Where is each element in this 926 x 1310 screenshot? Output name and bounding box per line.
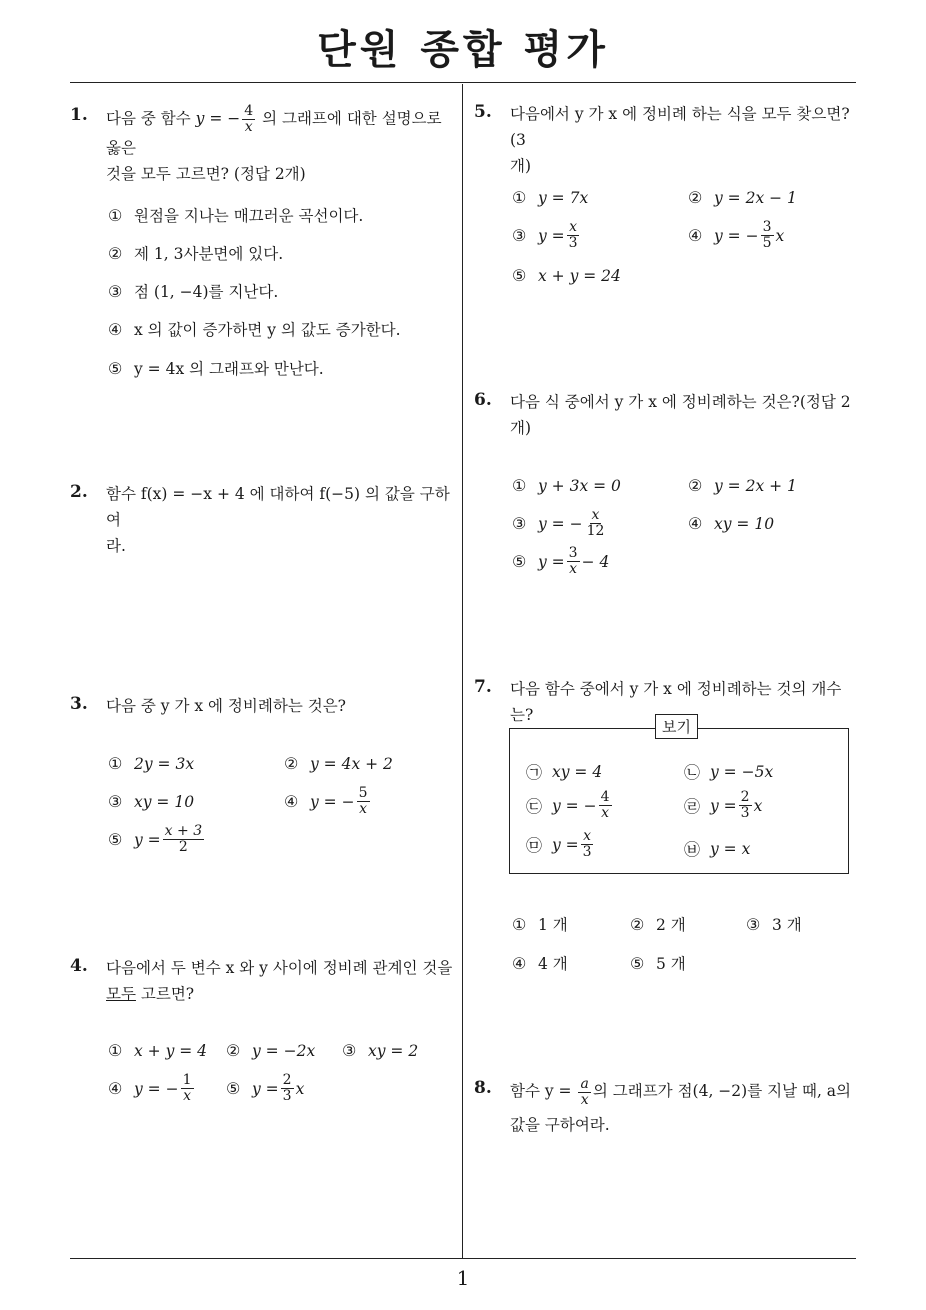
- question-text: 다음 함수 중에서 y 가 x 에 정비례하는 것의 개수는?: [510, 680, 842, 724]
- option-5[interactable]: ⑤ y = $\frac{2}{3}$ x: [226, 1072, 305, 1104]
- option-5[interactable]: ⑤ y = $\frac{x + 3}{2}$: [108, 823, 203, 855]
- bogi-item-5: ㉤ y = $\frac{x}{3}$: [526, 828, 592, 860]
- question-number: 2.: [70, 482, 88, 502]
- question-number: 3.: [70, 694, 88, 714]
- option-3[interactable]: ③ y = $\frac{x}{3}$: [512, 219, 578, 251]
- question-text: 다음 식 중에서 y 가 x 에 정비례하는 것은?(정답 2 개): [510, 393, 851, 437]
- option-3[interactable]: ③ 점 (1, −4)를 지난다.: [108, 281, 279, 301]
- question-number: 1.: [70, 105, 88, 125]
- question-number: 6.: [474, 390, 492, 410]
- option-1[interactable]: ① 원점을 지나는 매끄러운 곡선이다.: [108, 205, 364, 225]
- option-4[interactable]: ④ xy = 10: [688, 514, 775, 533]
- bogi-item-4: ㉣ y = $\frac{2}{3}$ x: [684, 789, 763, 821]
- option-2[interactable]: ② y = 2x − 1: [688, 188, 797, 207]
- option-2[interactable]: ② y = 4x + 2: [284, 754, 393, 773]
- bogi-item-1: ㉠ xy = 4: [526, 762, 603, 782]
- option-5[interactable]: ⑤ x + y = 24: [512, 266, 621, 285]
- option-3[interactable]: ③ xy = 10: [108, 792, 195, 811]
- option-3[interactable]: ③ 3 개: [746, 914, 802, 934]
- option-5[interactable]: ⑤ y = 4x 의 그래프와 만난다.: [108, 358, 324, 378]
- header-rule: [70, 82, 856, 83]
- question-text: 함수 f(x) = −x + 4 에 대하여 f(−5) 의 값을 구하여 라.: [106, 485, 450, 555]
- column-divider: [462, 84, 463, 1258]
- question-text: 다음 중 y 가 x 에 정비례하는 것은?: [106, 697, 346, 715]
- option-1[interactable]: ① x + y = 4: [108, 1041, 208, 1060]
- bogi-item-6: ㉥ y = x: [684, 839, 751, 859]
- question-text: 다음에서 두 변수 x 와 y 사이에 정비례 관계인 것을 모두 고르면?: [106, 959, 453, 1003]
- option-2[interactable]: ② y = 2x + 1: [688, 476, 797, 495]
- option-2[interactable]: ② 제 1, 3사분면에 있다.: [108, 243, 284, 263]
- option-2[interactable]: ② y = −2x: [226, 1041, 316, 1060]
- question-text: 함수 y = $\frac{a}{x}$ 의 그래프가 점(4, −2)를 지날 때, a의 값을 구하여라.: [510, 1075, 852, 1134]
- question-text: 다음에서 y 가 x 에 정비례 하는 식을 모두 찾으면?(3 개): [510, 105, 850, 175]
- page-number: 1: [456, 1266, 470, 1290]
- option-4[interactable]: ④ y = − $\frac{1}{x}$: [108, 1072, 192, 1104]
- question-text: 다음 중 함수 y = − $\frac{4}{x}$ 의 그래프에 대한 설명으로 옳은 것을 모두 고르면? (정답 2개): [106, 103, 442, 183]
- option-4[interactable]: ④ y = − $\frac{5}{x}$: [284, 785, 368, 817]
- option-1[interactable]: ① y = 7x: [512, 188, 589, 207]
- option-5[interactable]: ⑤ 5 개: [630, 953, 686, 973]
- option-4[interactable]: ④ x 의 값이 증가하면 y 의 값도 증가한다.: [108, 319, 401, 339]
- option-3[interactable]: ③ xy = 2: [342, 1041, 419, 1060]
- question-number: 5.: [474, 102, 492, 122]
- fraction: $\frac{4}{x}$: [244, 103, 254, 135]
- bogi-item-2: ㉡ y = −5x: [684, 762, 774, 782]
- option-5[interactable]: ⑤ y = $\frac{3}{x}$ − 4: [512, 545, 610, 577]
- option-1[interactable]: ① 2y = 3x: [108, 754, 195, 773]
- footer-rule: [70, 1258, 856, 1259]
- option-3[interactable]: ③ y = − $\frac{x}{12}$: [512, 507, 605, 539]
- option-4[interactable]: ④ y = − $\frac{3}{5}$ x: [688, 219, 785, 251]
- question-number: 8.: [474, 1078, 492, 1098]
- option-4[interactable]: ④ 4 개: [512, 953, 568, 973]
- option-1[interactable]: ① y + 3x = 0: [512, 476, 621, 495]
- bogi-label: 보기: [655, 714, 698, 739]
- question-number: 7.: [474, 677, 492, 697]
- option-1[interactable]: ① 1 개: [512, 914, 568, 934]
- bogi-item-3: ㉢ y = − $\frac{4}{x}$: [526, 789, 610, 821]
- option-2[interactable]: ② 2 개: [630, 914, 686, 934]
- question-number: 4.: [70, 956, 88, 976]
- page-title: 단원 종합 평가: [317, 27, 609, 73]
